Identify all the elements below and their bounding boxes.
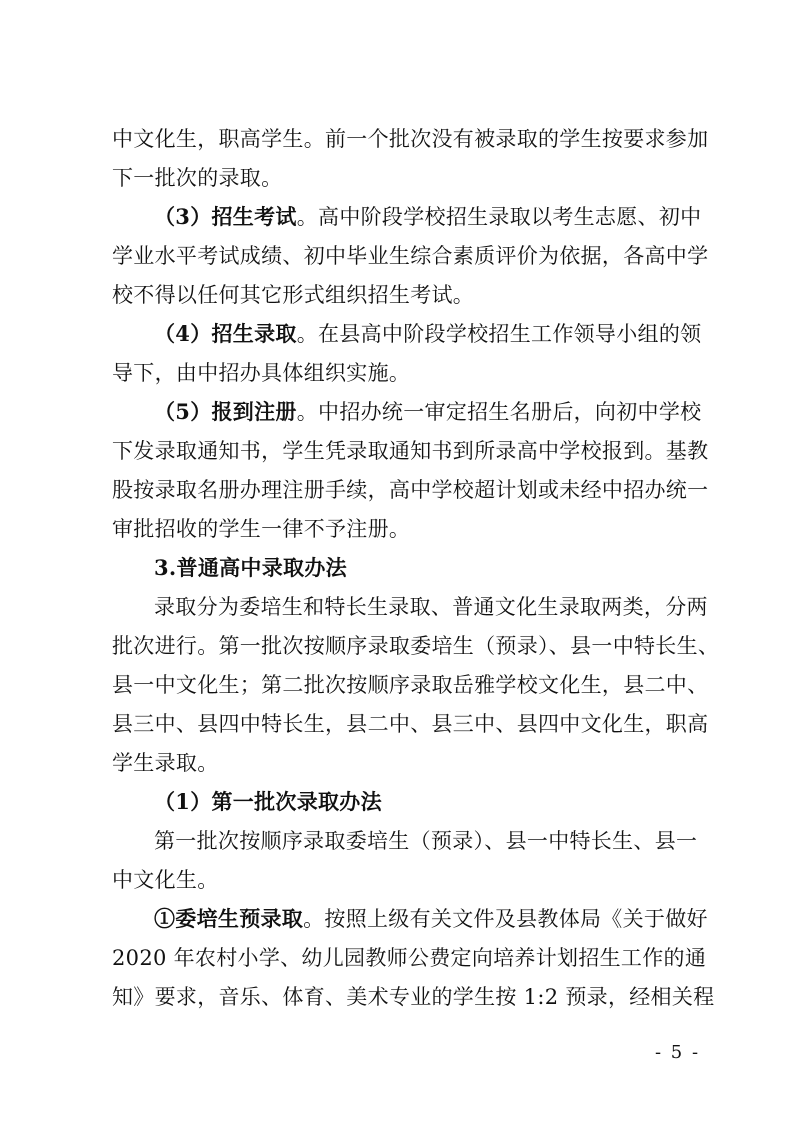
text-run: 。在县高中阶段学校招生工作领导小组的领 — [296, 322, 702, 346]
paragraph-line — [154, 592, 708, 622]
section-heading-line — [154, 904, 708, 934]
paragraph-line — [112, 124, 708, 154]
text-run: 批次进行。第一批次按顺序录取委培生（预录）、县一中特长生、 — [112, 634, 720, 658]
text-run: 学生录取。 — [112, 751, 219, 775]
paragraph-line — [112, 514, 410, 544]
section-heading-line — [154, 553, 347, 583]
section-heading-line — [154, 397, 701, 427]
text-run: 中文化生，职高学生。前一个批次没有被录取的学生按要求参加 — [112, 127, 709, 151]
paragraph-line — [112, 709, 708, 739]
paragraph-line — [112, 358, 410, 388]
text-run: 导下，由中招办具体组织实施。 — [112, 361, 411, 385]
text-run: 。高中阶段学校招生录取以考生志愿、初中 — [296, 205, 702, 229]
section-heading: 3.普通高中录取办法 — [154, 555, 347, 580]
section-heading: （1）第一批次录取办法 — [154, 789, 382, 814]
text-run: 录取分为委培生和特长生录取、普通文化生录取两类，分两 — [154, 595, 708, 619]
text-run: 中文化生。 — [112, 868, 219, 892]
section-heading-line — [154, 319, 701, 349]
paragraph-line — [112, 436, 708, 466]
paragraph-line — [112, 631, 719, 661]
section-heading: （4）招生录取 — [154, 321, 297, 346]
text-run: 第一批次按顺序录取委培生（预录）、县一中特长生、县一 — [154, 829, 698, 853]
paragraph-line — [112, 163, 282, 193]
text-run: 县一中文化生；第二批次按顺序录取岳雅学校文化生，县二中、 — [112, 673, 709, 697]
paragraph-line — [112, 670, 708, 700]
text-run: 下一批次的录取。 — [112, 166, 283, 190]
section-heading: （5）报到注册 — [154, 399, 297, 424]
text-run: 县三中、县四中特长生，县二中、县三中、县四中文化生，职高 — [112, 712, 709, 736]
text-run: 校不得以任何其它形式组织招生考试。 — [112, 283, 475, 307]
section-heading: ①委培生预录取 — [154, 906, 304, 931]
paragraph-line — [112, 475, 708, 505]
text-run: 。按照上级有关文件及县教体局《关于做好 — [303, 907, 708, 931]
paragraph-line — [154, 826, 697, 856]
section-heading: （3）招生考试 — [154, 204, 297, 229]
section-heading-line — [154, 202, 701, 232]
text-run: 知》要求，音乐、体育、美术专业的学生按 1:2 预录，经相关程 — [112, 985, 715, 1009]
text-run: 审批招收的学生一律不予注册。 — [112, 517, 411, 541]
section-heading-line — [154, 787, 382, 817]
paragraph-line — [112, 748, 219, 778]
paragraph-line — [112, 982, 714, 1012]
paragraph-line — [112, 280, 474, 310]
text-run: 股按录取名册办理注册手续，高中学校超计划或未经中招办统一 — [112, 478, 709, 502]
paragraph-line — [112, 943, 706, 973]
paragraph-line — [112, 865, 219, 895]
page-number: - 5 - — [655, 1042, 701, 1063]
text-run: 下发录取通知书，学生凭录取通知书到所录高中学校报到。基教 — [112, 439, 709, 463]
text-run: 2020 年农村小学、幼儿园教师公费定向培养计划招生工作的通 — [112, 946, 707, 970]
paragraph-line — [112, 241, 708, 271]
text-run: 学业水平考试成绩、初中毕业生综合素质评价为依据，各高中学 — [112, 244, 709, 268]
text-run: 。中招办统一审定招生名册后，向初中学校 — [296, 400, 702, 424]
